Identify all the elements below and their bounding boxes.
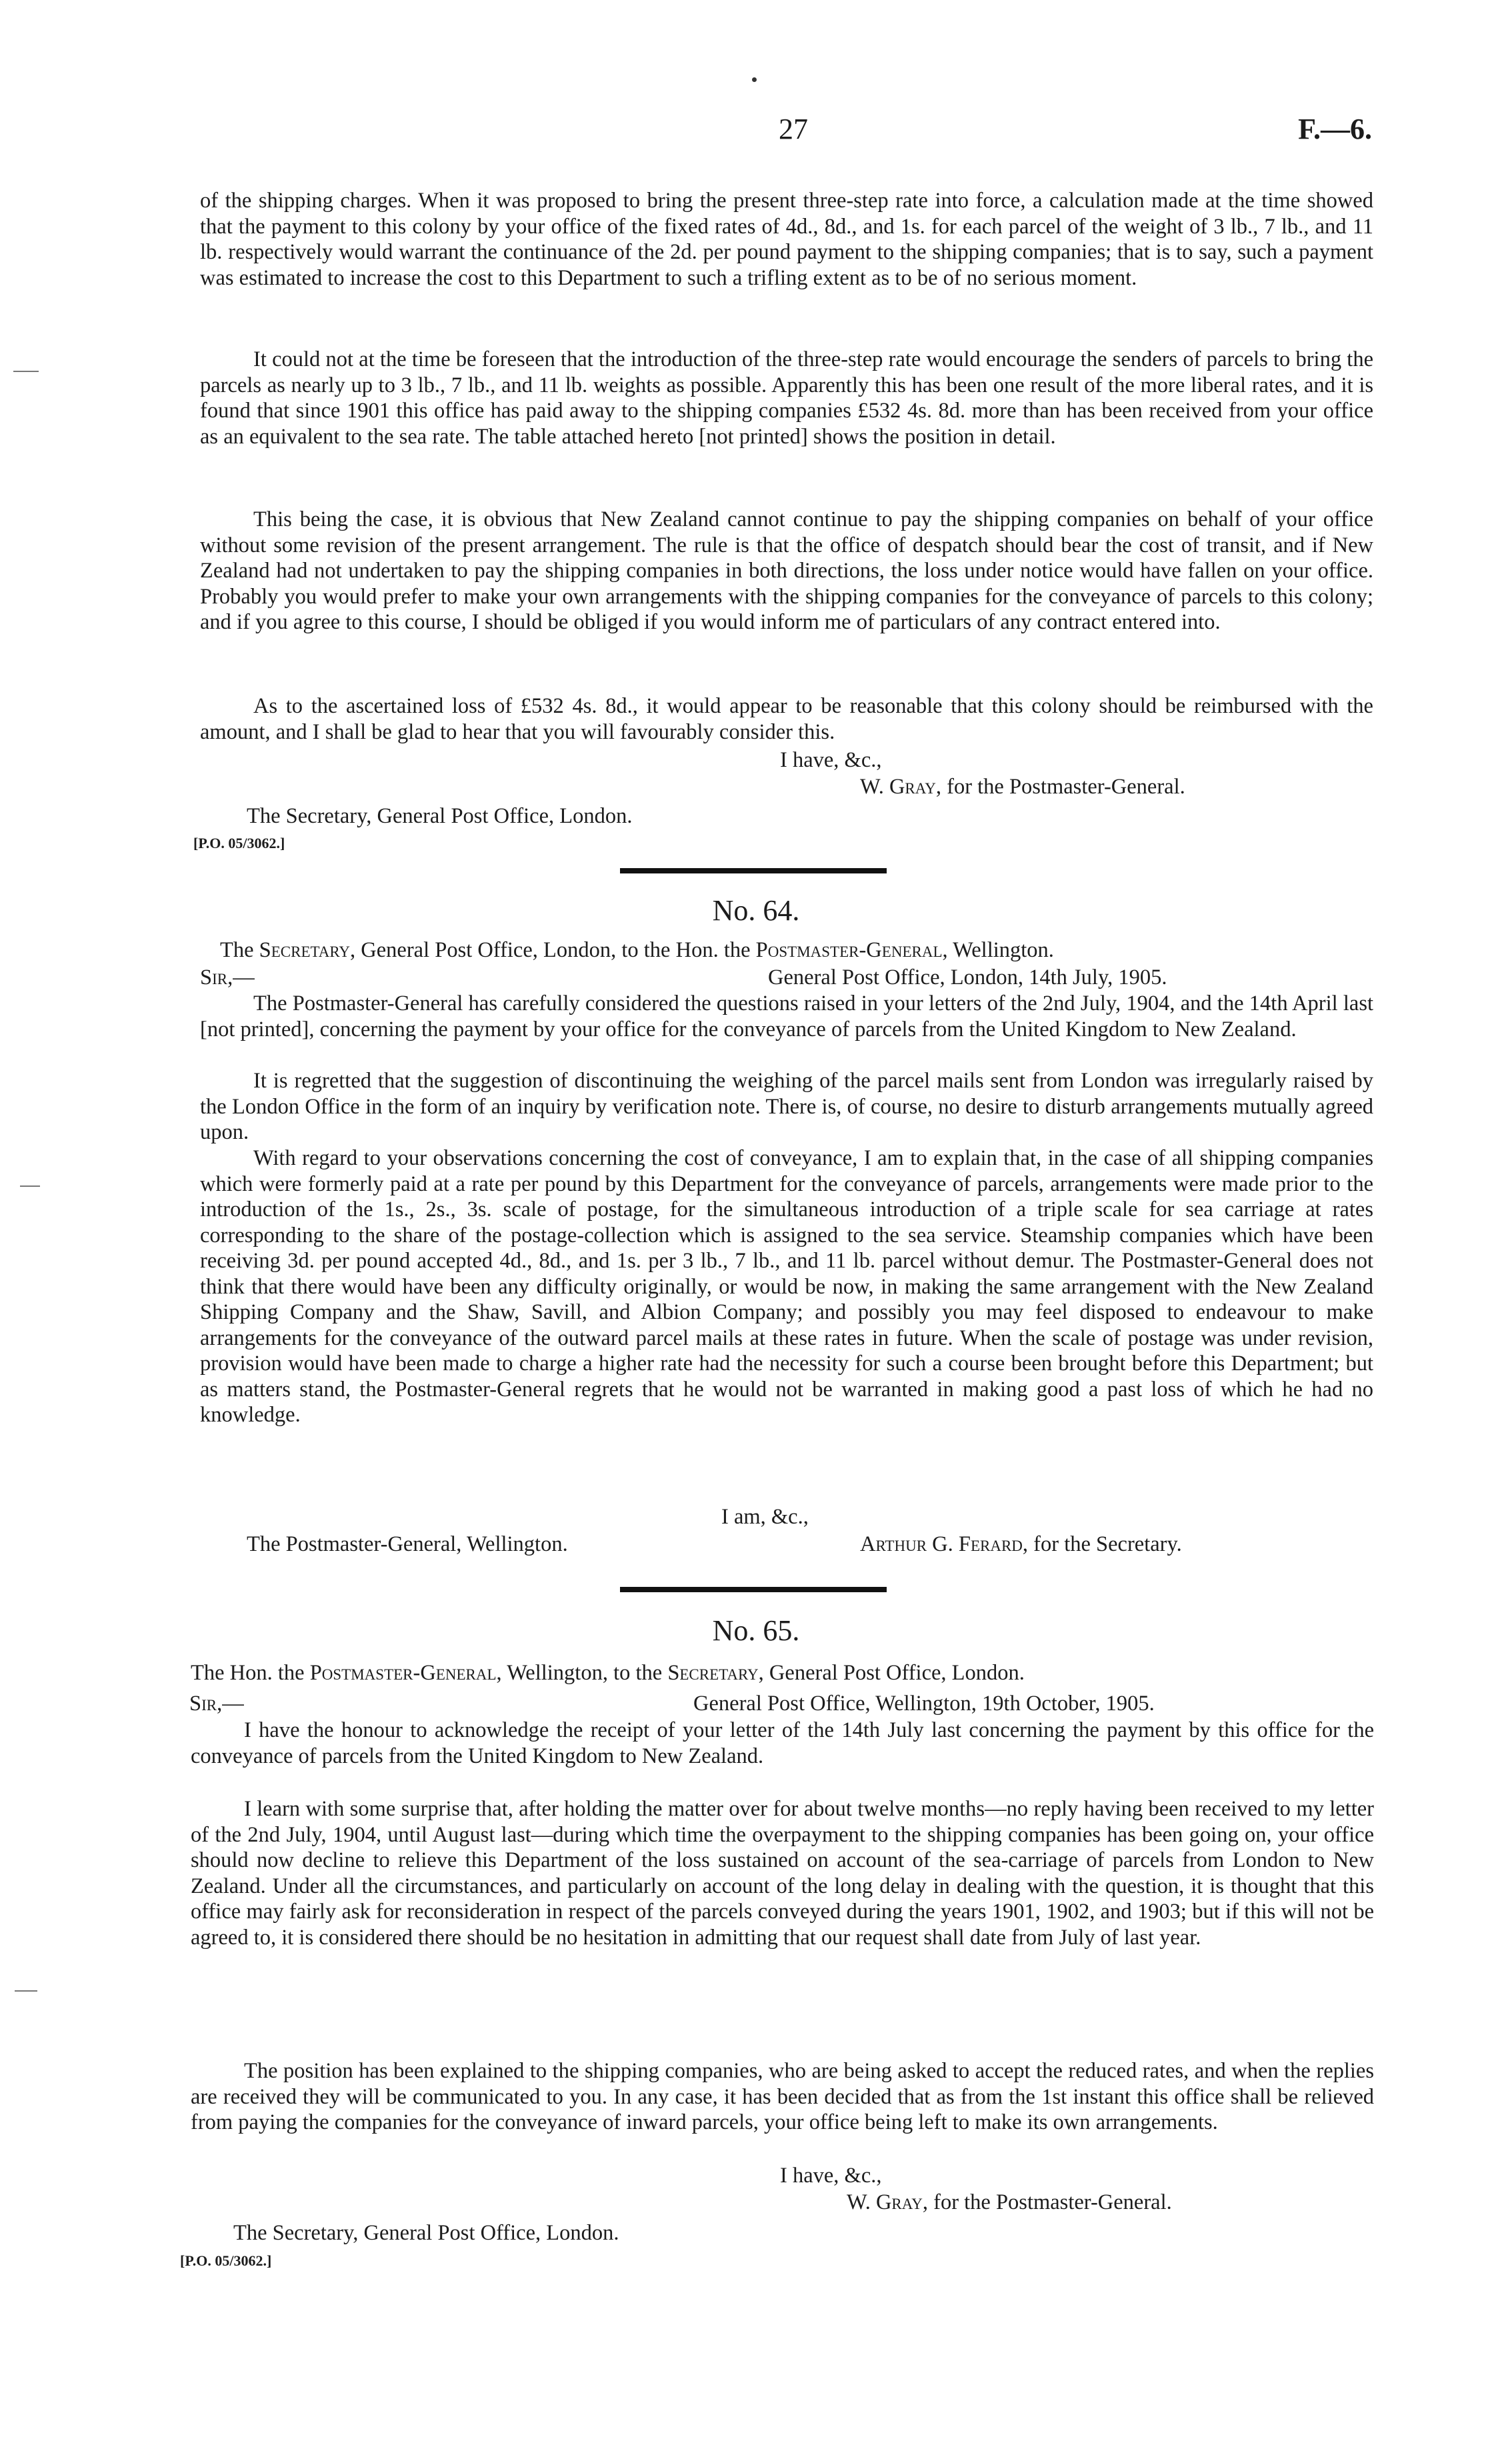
letter63-file-reference: [P.O. 05/3062.]: [193, 835, 285, 851]
from-middle: Wellington, to the: [507, 1661, 663, 1685]
letter63-paragraph-4: As to the ascertained loss of £532 4s. 8d., it would appear to be reasonable that this colony should be reimbursed with the amount, and I shall be glad to hear that you will favourably consider this.: [200, 694, 1373, 744]
letter65-addressee: The Secretary, General Post Office, London.: [233, 2221, 619, 2245]
letter63-closing: I have, &c.,: [780, 748, 882, 772]
letter63-signature: [860, 774, 1185, 800]
letter64-addressee: The Postmaster-General, Wellington.: [247, 1532, 568, 1556]
letter64-paragraph-3: With regard to your observations concerning the cost of conveyance, I am to explain that, in the case of all shipping companies which were formerly paid at a rate per pound by this Department for the conveyance of parcels, arrangements were made prior to the introduction of the 1s., 2s., 3s. scale of postage, for the simultaneous introduction of a triple scale for sea carriage at rates corresponding to the share of the postage-collection which is assigned to the sea service. Steamship companies which have been receiving 3d. per pound accepted 4d., 8d., and 1s. per 3 lb., 7 lb., and 11 lb. parcel without demur. The Postmaster-General does not think that there would have been any difficulty originally, or would be now, in making the same arrangement with the New Zealand Shipping Company and the Shaw, Savill, and Albion Company; and possibly you may feel disposed to endeavour to make arrangements for the conveyance of the outward parcel mails at these rates in future. When the scale of postage was under revision, provision would have been made to charge a higher rate had the necessity for such a course been brought before this Department; but as matters stand, the Postmaster-General regrets that he would not be warranted in making good a past loss of which he had no knowledge.: [200, 1146, 1373, 1427]
letter65-paragraph-1: I have the honour to acknowledge the receipt of your letter of the 14th July last concerning the payment by this office for the conveyance of parcels from the United Kingdom to New Zealand.: [191, 1718, 1374, 1768]
speck-mark: [752, 77, 757, 82]
letter65-paragraph-3: The position has been explained to the shipping companies, who are being asked to accept the reduced rates, and when the replies are received they will be communicated to you. In any case, it has been decided that as from the 1st instant this office shall be relieved from paying the companies for the conveyance of inward parcels, your office being left to make its own arrangements.: [191, 2059, 1374, 2134]
letter63-paragraph-3: This being the case, it is obvious that New Zealand cannot continue to pay the shipping companies on behalf of your office without some revision of the present arrangement. The rule is that the office of despatch should bear the cost of transit, and if New Zealand had not undertaken to pay the shipping companies in both directions, the loss under notice would have fallen on your office. Probably you would prefer to make your own arrangements with the shipping companies for the conveyance of parcels to this colony; and if you agree to this course, I should be obliged if you would inform me of particulars of any contract entered into.: [200, 507, 1373, 634]
section-divider: [620, 1587, 887, 1592]
signer-name: W. Gray,: [860, 775, 941, 799]
letter63-paragraph-2: It could not at the time be foreseen that the introduction of the three-step rate would encourage the senders of parcels to bring the parcels as nearly up to 3 lb., 7 lb., and 11 lb. weights as possible. Apparently this has been one result of the more liberal rates, and it is found that since 1901 this office has paid away to the shipping companies £532 4s. 8d. more than has been received from your office as an equivalent to the sea rate. The table attached hereto [not printed] shows the position in detail.: [200, 347, 1373, 449]
letter65-closing: I have, &c.,: [780, 2164, 882, 2188]
margin-mark: [20, 1185, 40, 1187]
page-header: [0, 112, 1512, 152]
letter65-salutation: Sir,—: [189, 1692, 244, 1716]
letter64-closing: I am, &c.,: [721, 1505, 809, 1529]
from-prefix: The Hon. the: [191, 1661, 305, 1685]
from-sender: Postmaster-General,: [309, 1661, 502, 1685]
from-recipient: Postmaster-General,: [755, 938, 948, 962]
signer-role: for the Secretary.: [1033, 1532, 1182, 1556]
margin-mark: [13, 371, 39, 372]
signer-role: for the Postmaster-General.: [947, 775, 1185, 799]
from-recipient: Secretary,: [667, 1661, 764, 1685]
page-number: 27: [779, 113, 808, 145]
from-suffix: Wellington.: [953, 938, 1054, 962]
from-sender: Secretary,: [259, 938, 356, 962]
margin-mark: [15, 1990, 37, 1992]
section-divider: [620, 868, 887, 873]
letter64-from-line: [220, 937, 1054, 963]
from-suffix: General Post Office, London.: [769, 1661, 1025, 1685]
signer-name: W. Gray,: [847, 2190, 928, 2214]
signer-name: Arthur G. Ferard,: [860, 1532, 1029, 1556]
letter65-paragraph-2: I learn with some surprise that, after holding the matter over for about twelve months—no reply having been received to my letter of the 2nd July, 1904, until August last—during which time the overpayment to the shipping companies has been going on, your office should now decline to relieve this Department of the loss sustained on account of the sea-carriage of parcels from London to New Zealand. Under all the circumstances, and particularly on account of the long delay in dealing with the question, it is thought that this office may fairly ask for reconsideration in respect of the parcels conveyed during the years 1901, 1902, and 1903; but if this will not be agreed to, it is considered there should be no hesitation in admitting that our request shall date from July of last year.: [191, 1797, 1374, 1950]
letter63-addressee: The Secretary, General Post Office, London.: [247, 804, 633, 828]
letter65-file-reference: [P.O. 05/3062.]: [180, 2252, 272, 2269]
document-reference: F.—6.: [1298, 113, 1372, 145]
letter64-salutation: Sir,—: [200, 965, 255, 989]
letter65-dateline: General Post Office, Wellington, 19th October, 1905.: [693, 1692, 1155, 1716]
letter64-heading: No. 64.: [712, 894, 800, 927]
letter65-from-line: [191, 1660, 1025, 1686]
letter64-paragraph-1: The Postmaster-General has carefully considered the questions raised in your letters of the 2nd July, 1904, and the 14th April last [not printed], concerning the payment by your office for the conveyance of parcels from the United Kingdom to New Zealand.: [200, 991, 1373, 1041]
letter65-heading: No. 65.: [712, 1614, 800, 1647]
letter64-dateline: General Post Office, London, 14th July, 1905.: [768, 965, 1167, 989]
letter63-paragraph-1: of the shipping charges. When it was proposed to bring the present three-step rate into force, a calculation made at the time showed that the payment to this colony by your office of the fixed rates of 4d., 8d., and 1s. for each parcel of the weight of 3 lb., 7 lb., and 11 lb. respectively would warrant the continuance of the 2d. per pound payment to the shipping companies; that is to say, such a payment was estimated to increase the cost to this Department to such a trifling extent as to be of no serious moment.: [200, 189, 1373, 290]
letter65-signature: [847, 2190, 1172, 2216]
letter64-paragraph-2: It is regretted that the suggestion of discontinuing the weighing of the parcel mails sent from London was irregularly raised by the London Office in the form of an inquiry by verification note. There is, of course, no desire to disturb arrangements mutually agreed upon.: [200, 1069, 1373, 1144]
signer-role: for the Postmaster-General.: [933, 2190, 1172, 2214]
from-prefix: The: [220, 938, 254, 962]
from-middle: General Post Office, London, to the Hon. the: [361, 938, 751, 962]
letter64-signature: [860, 1532, 1182, 1558]
